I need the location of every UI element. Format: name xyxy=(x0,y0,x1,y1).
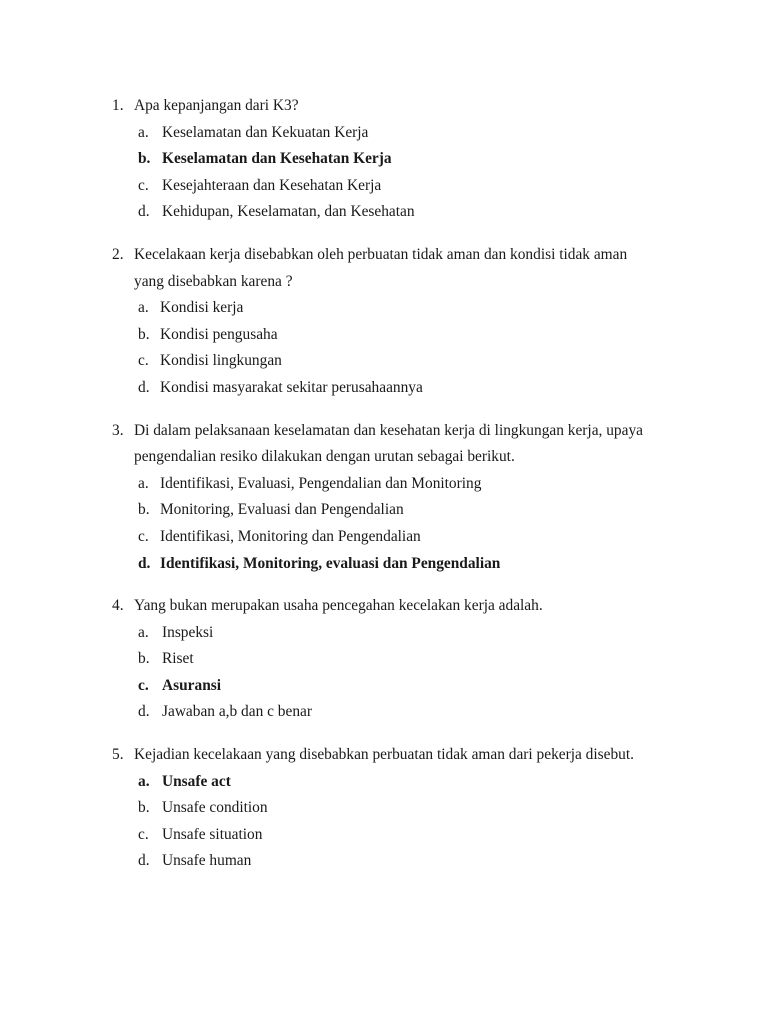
option-text: Unsafe situation xyxy=(162,825,263,843)
option-marker: a. xyxy=(138,623,149,641)
question-block xyxy=(112,242,650,402)
option-list xyxy=(112,295,650,401)
option-text: Jawaban a,b dan c benar xyxy=(162,703,312,721)
question-block xyxy=(112,742,650,875)
option-marker: d. xyxy=(138,703,150,721)
option-marker: a. xyxy=(138,772,150,790)
question-text: Apa kepanjangan dari K3? xyxy=(134,97,299,114)
option-item[interactable] xyxy=(112,199,650,226)
option-item[interactable] xyxy=(112,322,650,349)
question-number: 3. xyxy=(112,421,124,439)
option-text: Kehidupan, Keselamatan, dan Kesehatan xyxy=(162,203,415,221)
option-marker: c. xyxy=(138,527,149,545)
option-text: Riset xyxy=(162,650,194,668)
option-text: Kondisi kerja xyxy=(160,299,244,317)
option-item-correct[interactable] xyxy=(112,673,650,700)
question-block xyxy=(112,418,650,578)
option-marker: b. xyxy=(138,799,150,817)
option-marker: b. xyxy=(138,501,150,519)
option-list xyxy=(112,471,650,577)
option-text: Unsafe human xyxy=(162,852,252,870)
question-number: 1. xyxy=(112,97,124,114)
option-item[interactable] xyxy=(112,471,650,498)
option-item[interactable] xyxy=(112,848,650,875)
option-marker: c. xyxy=(138,825,149,843)
question-number: 5. xyxy=(112,746,124,764)
option-text: Unsafe condition xyxy=(162,799,268,817)
option-item[interactable] xyxy=(112,120,650,147)
option-marker: c. xyxy=(138,676,149,694)
question-line xyxy=(112,242,650,295)
option-marker: a. xyxy=(138,123,149,141)
question-line xyxy=(112,593,650,620)
option-item[interactable] xyxy=(112,620,650,647)
option-text: Unsafe act xyxy=(162,772,231,790)
question-text: Kejadian kecelakaan yang disebabkan perbuatan tidak aman dari pekerja disebut. xyxy=(134,746,634,764)
option-marker: b. xyxy=(138,650,150,668)
question-text: Di dalam pelaksanaan keselamatan dan kesehatan kerja di lingkungan kerja, upaya pengendalian resiko dilakukan dengan urutan sebagai berikut. xyxy=(134,421,643,466)
question-text: Kecelakaan kerja disebabkan oleh perbuatan tidak aman dan kondisi tidak aman yang disebabkan karena ? xyxy=(134,245,628,290)
option-text: Monitoring, Evaluasi dan Pengendalian xyxy=(160,501,404,519)
option-item[interactable] xyxy=(112,699,650,726)
option-text: Identifikasi, Evaluasi, Pengendalian dan Monitoring xyxy=(160,474,482,492)
option-text: Inspeksi xyxy=(162,623,214,641)
option-text: Keselamatan dan Kesehatan Kerja xyxy=(162,150,392,168)
question-block xyxy=(112,93,650,226)
question-line xyxy=(112,418,650,471)
question-line xyxy=(112,742,650,769)
option-text: Identifikasi, Monitoring dan Pengendalian xyxy=(160,527,421,545)
option-text: Kondisi lingkungan xyxy=(160,352,282,370)
option-item[interactable] xyxy=(112,375,650,402)
option-marker: a. xyxy=(138,299,149,317)
option-item-correct[interactable] xyxy=(112,551,650,578)
option-item[interactable] xyxy=(112,822,650,849)
option-item-correct[interactable] xyxy=(112,146,650,173)
question-number: 4. xyxy=(112,597,124,615)
question-text: Yang bukan merupakan usaha pencegahan kecelakan kerja adalah. xyxy=(134,597,543,615)
option-text: Kondisi pengusaha xyxy=(160,325,278,343)
option-item[interactable] xyxy=(112,524,650,551)
option-list xyxy=(112,620,650,726)
quiz-question-list xyxy=(112,93,650,875)
option-text: Identifikasi, Monitoring, evaluasi dan Pengendalian xyxy=(160,554,501,572)
question-line xyxy=(112,93,650,120)
question-block xyxy=(112,593,650,726)
option-marker: a. xyxy=(138,474,149,492)
option-marker: d. xyxy=(138,554,151,572)
option-item[interactable] xyxy=(112,173,650,200)
option-item-correct[interactable] xyxy=(112,769,650,796)
option-item[interactable] xyxy=(112,295,650,322)
option-marker: d. xyxy=(138,378,150,396)
option-text: Keselamatan dan Kekuatan Kerja xyxy=(162,123,369,141)
option-marker: c. xyxy=(138,176,149,194)
option-item[interactable] xyxy=(112,795,650,822)
option-list xyxy=(112,769,650,875)
option-marker: d. xyxy=(138,203,150,221)
option-item[interactable] xyxy=(112,646,650,673)
option-list xyxy=(112,120,650,226)
question-number: 2. xyxy=(112,245,124,263)
option-marker: b. xyxy=(138,325,150,343)
option-text: Kesejahteraan dan Kesehatan Kerja xyxy=(162,176,382,194)
option-marker: b. xyxy=(138,150,151,168)
option-text: Kondisi masyarakat sekitar perusahaannya xyxy=(160,378,423,396)
option-marker: c. xyxy=(138,352,149,370)
option-text: Asuransi xyxy=(162,676,222,694)
option-marker: d. xyxy=(138,852,150,870)
option-item[interactable] xyxy=(112,348,650,375)
option-item[interactable] xyxy=(112,497,650,524)
